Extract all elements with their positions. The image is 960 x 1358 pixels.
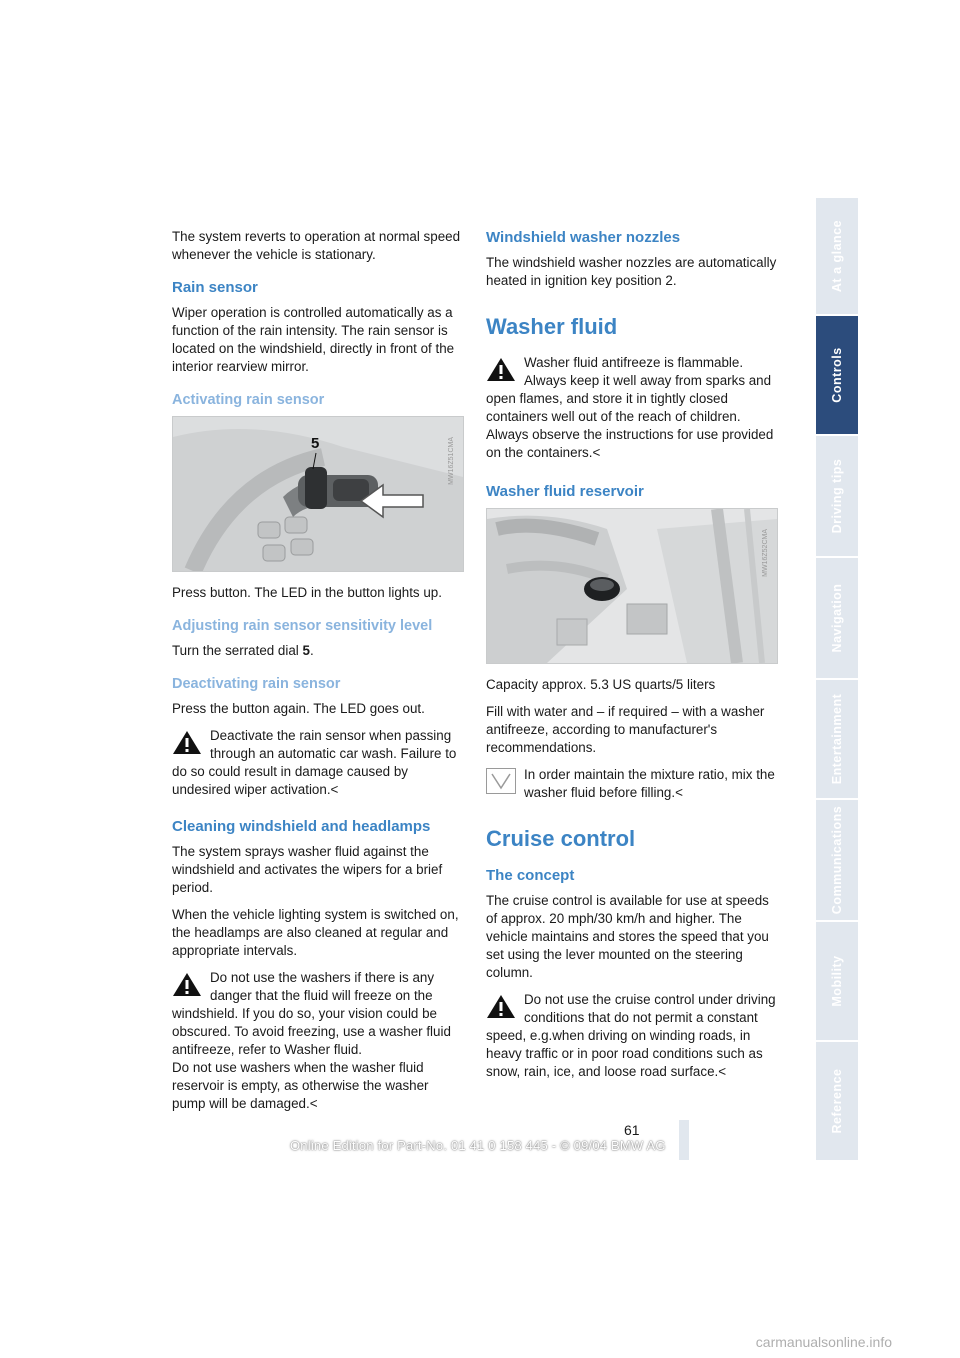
nozzles-paragraph: The windshield washer nozzles are automatically heated in ignition key position 2.	[486, 255, 777, 288]
tab-mobility[interactable]: Mobility	[816, 922, 858, 1042]
washer-fluid-heading: Washer fluid	[486, 314, 618, 339]
rain-sensor-heading: Rain sensor	[172, 279, 258, 296]
tab-controls[interactable]: Controls	[816, 316, 858, 436]
warning-icon	[486, 993, 516, 1019]
activating-heading: Activating rain sensor	[172, 392, 325, 408]
capacity-paragraph: Capacity approx. 5.3 US quarts/5 liters	[486, 677, 716, 692]
deactivating-warning: Deactivate the rain sensor when passing through an automatic car wash. Failure to do so could result in damage caused by undesired wiper activation.<	[172, 728, 457, 797]
page-marker	[679, 1120, 689, 1160]
reservoir-figure	[486, 508, 778, 664]
nozzles-heading: Windshield washer nozzles	[486, 229, 681, 246]
tab-entertainment[interactable]: Entertainment	[816, 680, 858, 800]
cleaning-heading: Cleaning windshield and headlamps	[172, 818, 431, 835]
cleaning-paragraph-1: The system sprays washer fluid against the windshield and activates the wipers for a brief period.	[172, 844, 443, 895]
figure-callout-5: 5	[311, 435, 320, 452]
tab-communications[interactable]: Communications	[816, 800, 858, 922]
washer-fluid-warning: Washer fluid antifreeze is flammable. Always keep it well away from sparks and open flames, and store it in tightly closed containers well out of the reach of children. Always observe the instructions for use provided on the containers.<	[486, 355, 774, 460]
reservoir-heading: Washer fluid reservoir	[486, 483, 644, 500]
figure-code: MW16Z52CMA	[762, 529, 769, 577]
right-column	[486, 228, 778, 1081]
engine-bay-illustration	[487, 509, 777, 663]
dial-number: 5	[302, 643, 310, 658]
concept-paragraph: The cruise control is available for use at speeds of approx. 20 mph/30 km/h and higher. The vehicle maintains and stores the speed that you set using the lever mounted on the steering column.	[486, 893, 769, 980]
chapter-sidebar	[816, 198, 858, 1160]
activating-paragraph: Press button. The LED in the button lights up.	[172, 585, 442, 600]
tab-navigation[interactable]: Navigation	[816, 558, 858, 680]
tab-at-a-glance[interactable]: At a glance	[816, 198, 858, 316]
deactivating-paragraph: Press the button again. The LED goes out.	[172, 701, 425, 716]
figure-code: MW16Z51CMA	[448, 437, 455, 485]
rain-sensor-paragraph: Wiper operation is controlled automatically as a function of the rain intensity. The rain sensor is located on the windshield, directly in front of the interior rearview mirror.	[172, 305, 455, 374]
rain-sensor-figure	[172, 416, 464, 572]
mixture-note: In order maintain the mixture ratio, mix the washer fluid before filling.<	[486, 766, 778, 802]
note-icon	[486, 768, 516, 794]
concept-heading: The concept	[486, 867, 575, 884]
cleaning-paragraph-2: When the vehicle lighting system is switched on, the headlamps are also cleaned at regular and appropriate intervals.	[172, 907, 459, 958]
fill-paragraph: Fill with water and – if required – with a washer antifreeze, according to manufacturer's recommendations.	[486, 704, 765, 755]
tab-reference[interactable]: Reference	[816, 1042, 858, 1162]
cruise-control-heading: Cruise control	[486, 826, 636, 851]
cleaning-warning: Do not use the washers if there is any danger that the fluid will freeze on the windshield. If you do so, your vision could be obscured. To avoid freezing, use a washer fluid antifreeze, refer to Washer fluid. Do not use washers when the washer fluid reservoir is empty, as otherwise the washer pump will be damaged.<	[172, 970, 451, 1111]
deactivating-heading: Deactivating rain sensor	[172, 676, 341, 692]
adjusting-paragraph: Turn the serrated dial 5.	[172, 643, 314, 658]
warning-icon	[486, 356, 516, 382]
warning-icon	[172, 729, 202, 755]
page-number: 61	[624, 1122, 640, 1138]
cruise-warning: Do not use the cruise control under driving conditions that do not permit a constant speed, e.g.when driving on winding roads, in heavy traffic or in poor road conditions such as snow, rain, ice, and loose road surface.<	[486, 992, 776, 1079]
intro-paragraph: The system reverts to operation at normal speed whenever the vehicle is stationary.	[172, 229, 461, 262]
left-column	[172, 228, 464, 1113]
adjusting-heading: Adjusting rain sensor sensitivity level	[172, 618, 433, 634]
footer-edition: Online Edition for Part-No. 01 41 0 158 445 - © 09/04 BMW AG	[290, 1138, 666, 1153]
tab-driving-tips[interactable]: Driving tips	[816, 436, 858, 558]
warning-icon	[172, 971, 202, 997]
watermark: carmanualsonline.info	[755, 1334, 892, 1350]
